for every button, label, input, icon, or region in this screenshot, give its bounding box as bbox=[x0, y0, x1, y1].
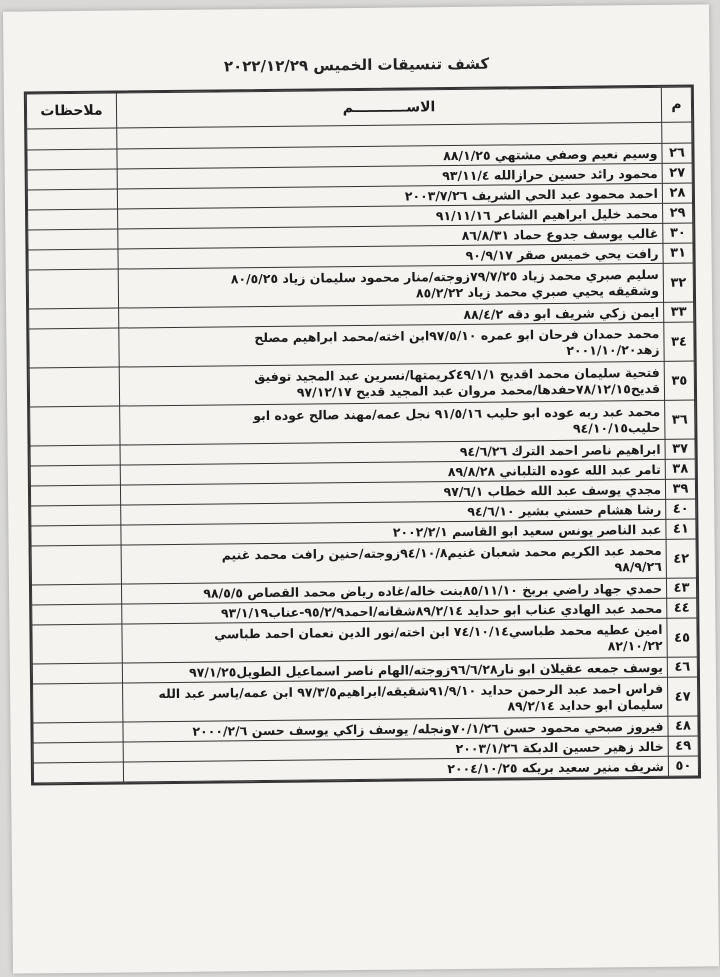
row-number: ٢٨ bbox=[662, 183, 692, 203]
row-name: شريف منير سعيد بريكه ٢٠٠٤/١٠/٢٥ bbox=[123, 756, 668, 782]
row-name: عبد الناصر يونس سعيد ابو القاسم ٢٠٠٢/٢/١ bbox=[121, 519, 666, 545]
names-table bbox=[26, 87, 699, 784]
row-name: محمود رائد حسين حرازالله ٩٣/١١/٤ bbox=[117, 163, 662, 189]
row-name: غالب يوسف جدوع حماد ٨٦/٨/٣١ bbox=[118, 223, 663, 249]
row-number: ٥٠ bbox=[668, 756, 698, 776]
row-notes bbox=[27, 149, 117, 170]
document-title: كشف تنسيقات الخميس ٢٠٢٢/١٢/٢٩ bbox=[223, 54, 490, 76]
row-number: ٤٤ bbox=[667, 598, 697, 618]
row-number: ٣٩ bbox=[665, 479, 695, 499]
row-name: محمد حمدان فرحان ابو عمره ٩٧/٥/١٠ابن اخته/محمد ابراهيم مصلح زهد٢٠٠١/١٠/٢٠ bbox=[119, 322, 664, 367]
row-number: ٣٣ bbox=[664, 302, 694, 322]
row-notes bbox=[31, 505, 121, 526]
row-number: ٤٩ bbox=[668, 736, 698, 756]
row-notes bbox=[28, 229, 118, 250]
row-name: محمد عبد ربه عوده ابو حليب ٩١/٥/١٦ نجل عمه/مهند صالح عوده ابو حليب٩٤/١٠/١٥ bbox=[120, 400, 665, 445]
row-notes bbox=[31, 584, 121, 605]
row-notes bbox=[32, 624, 122, 664]
row-number: ٤٨ bbox=[668, 716, 698, 736]
row-number: ٣٦ bbox=[665, 400, 695, 439]
names-table-frame bbox=[24, 84, 701, 785]
row-name: امين عطيه محمد طباسي٧٤/١٠/١٤ ابن اخته/نور الدين نعمان احمد طباسي ٨٢/١٠/٢٢ bbox=[122, 618, 667, 663]
row-notes bbox=[27, 189, 117, 210]
row-notes bbox=[28, 269, 118, 309]
row-notes bbox=[30, 406, 120, 446]
row-number: ٣١ bbox=[663, 243, 693, 263]
row-number: ٣٠ bbox=[663, 223, 693, 243]
row-number: ٣٤ bbox=[664, 322, 694, 361]
row-notes bbox=[28, 249, 118, 270]
row-notes bbox=[33, 762, 123, 783]
row-number: ٤٢ bbox=[666, 539, 696, 578]
row-notes bbox=[31, 525, 121, 546]
row-name: احمد محمود عبد الحي الشريف ٢٠٠٣/٧/٢٦ bbox=[117, 183, 662, 209]
header-number: م bbox=[661, 87, 691, 122]
row-notes bbox=[29, 328, 119, 368]
row-notes bbox=[27, 169, 117, 190]
row-notes bbox=[29, 367, 119, 407]
row-number: ٤٣ bbox=[666, 578, 696, 598]
row-notes bbox=[33, 683, 123, 723]
row-name: محمد عبد الهادي عناب ابو حدايد ٨٩/٢/١٤شقانه/احمد٩٥/٢/٩-عناب٩٣/١/١٩ bbox=[122, 598, 667, 624]
row-name: فتحية سليمان محمد اقديح ٤٩/١/١كريمتها/نسرين عبد المجيد توفيق قديح٧٨/١٢/١٥حفدها/محمد مروان عبد المجيد قديح ٩٧/١٢/١٧ bbox=[119, 361, 664, 406]
paper-sheet bbox=[3, 4, 719, 973]
row-number: ٤٦ bbox=[667, 657, 697, 677]
row-name: رافت يحي خميس صقر ٩٠/٩/١٧ bbox=[118, 243, 663, 269]
row-number: ٣٥ bbox=[664, 361, 694, 400]
row-name: محمد عبد الكريم محمد شعبان غنيم٩٤/١٠/٨زوجته/حنين رافت محمد غنيم ٩٨/٩/٢٦ bbox=[121, 539, 666, 584]
row-name: سليم صبري محمد زياد ٧٩/٧/٢٥زوجته/منار محمود سليمان زياد ٨٠/٥/٢٥ وشقيقه يحيي صبري محمد زياد ٨٥/٢/٢٢ bbox=[118, 263, 663, 308]
row-notes bbox=[32, 604, 122, 625]
row-notes-cell bbox=[27, 128, 117, 150]
row-number: ٢٧ bbox=[662, 163, 692, 183]
row-name: يوسف جمعه عقيلان ابو نار٩٦/٦/٢٨زوجته/الهام ناصر اسماعيل الطويل٩٧/١/٢٥ bbox=[122, 657, 667, 683]
row-number-cell bbox=[662, 122, 692, 143]
header-name: الاســـــــــــم bbox=[116, 87, 661, 128]
row-number: ٤٧ bbox=[667, 677, 697, 716]
row-name: فيروز صبحي محمود حسن ٧٠/١/٢٦ونجله/ يوسف زاكي يوسف حسن ٢٠٠٠/٢/٦ bbox=[123, 716, 668, 742]
row-notes bbox=[30, 465, 120, 486]
row-notes bbox=[30, 485, 120, 506]
row-number: ٤١ bbox=[666, 519, 696, 539]
row-number: ٣٢ bbox=[663, 263, 693, 302]
row-number: ٣٨ bbox=[665, 459, 695, 479]
row-number: ٢٩ bbox=[663, 203, 693, 223]
row-number: ٢٦ bbox=[662, 143, 692, 163]
row-notes bbox=[28, 209, 118, 230]
row-name: رشا هشام حسني بشير ٩٤/٦/١٠ bbox=[121, 499, 666, 525]
row-notes bbox=[29, 308, 119, 329]
row-name: مجدي يوسف عبد الله خطاب ٩٧/٦/١ bbox=[120, 479, 665, 505]
row-notes bbox=[33, 742, 123, 763]
row-notes bbox=[30, 445, 120, 466]
row-number: ٤٠ bbox=[666, 499, 696, 519]
row-number: ٣٧ bbox=[665, 439, 695, 459]
header-notes: ملاحظات bbox=[26, 93, 116, 129]
row-notes bbox=[31, 545, 121, 585]
row-name: وسيم نعيم وصفي مشتهي ٨٨/١/٢٥ bbox=[117, 143, 662, 169]
row-name: ابراهيم ناصر احمد الترك ٩٤/٦/٢٦ bbox=[120, 439, 665, 465]
row-notes bbox=[32, 663, 122, 684]
row-notes bbox=[33, 722, 123, 743]
row-number: ٤٥ bbox=[667, 618, 697, 657]
row-name: فراس احمد عبد الرحمن حدايد ٩١/٩/١٠شقيقه/ابراهيم٩٧/٣/٥ ابن عمه/ياسر عبد الله سليمان ابو حدايد ٨٩/٢/١٤ bbox=[123, 677, 668, 722]
row-name: حمدي جهاد راضي بربخ ٨٥/١١/١٠بنت خاله/غاده رياض محمد القصاص ٩٨/٥/٥ bbox=[121, 578, 666, 604]
row-name: محمد خليل ابراهيم الشاعر ٩١/١١/١٦ bbox=[118, 203, 663, 229]
row-name: ايمن زكي شريف ابو دقه ٨٨/٤/٢ bbox=[119, 302, 664, 328]
row-name: تامر عبد الله عوده التلباني ٨٩/٨/٢٨ bbox=[120, 459, 665, 485]
row-name: خالد زهير حسين الدبكة ٢٠٠٣/١/٢٦ bbox=[123, 736, 668, 762]
